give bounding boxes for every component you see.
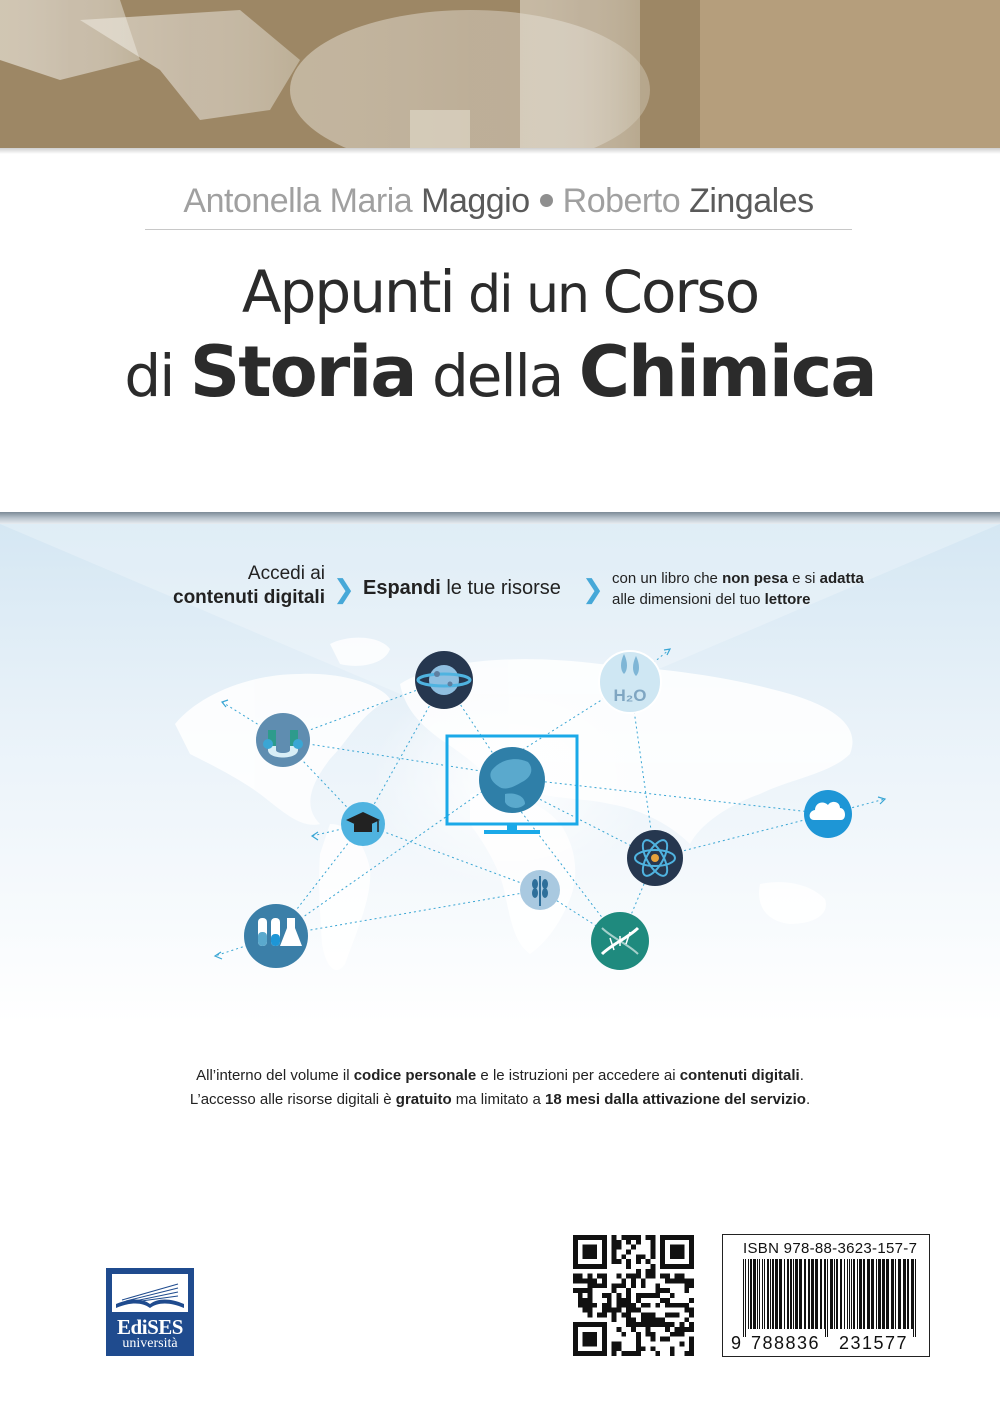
digital-col1 — [110, 562, 325, 610]
book-title-line1 — [0, 258, 1000, 326]
wheat-icon — [520, 870, 560, 910]
magnet-icon — [256, 713, 310, 767]
col2-rest: le tue risorse — [440, 577, 561, 599]
info-text: e le istruzioni per accedere ai — [476, 1067, 680, 1084]
title-word: di un — [453, 265, 603, 325]
title-word: Corso — [602, 258, 759, 326]
publisher-subtitle: università — [122, 1336, 178, 1351]
book-title-line2 — [0, 331, 1000, 413]
divider-band — [0, 512, 1000, 524]
info-bold: gratuito — [395, 1091, 452, 1108]
h2o-label: H₂O — [613, 686, 647, 705]
cloud-icon — [804, 790, 852, 838]
col3-text: con un libro che — [612, 570, 723, 587]
divider — [145, 229, 852, 230]
info-text: . — [799, 1067, 804, 1084]
graduation-cap-icon — [341, 802, 385, 846]
col3-text: e si — [787, 570, 820, 587]
bullet-separator — [540, 194, 553, 207]
barcode — [729, 1259, 923, 1343]
col1-line2: contenuti digitali — [173, 587, 325, 608]
col3-text: alle dimensioni del tuo — [612, 591, 765, 608]
isbn-barcode-box — [722, 1234, 930, 1357]
open-book-icon — [112, 1274, 188, 1312]
title-word: Storia — [189, 331, 416, 413]
digital-col3 — [612, 568, 864, 610]
col3-bold: adatta — [819, 570, 864, 587]
digital-col2 — [363, 577, 561, 600]
col3-bold: non pesa — [722, 570, 788, 587]
isbn-digit-first: 9 — [731, 1333, 742, 1353]
author2-first: Roberto — [562, 182, 681, 220]
col3-bold: lettore — [764, 591, 811, 608]
h2o-icon — [599, 651, 661, 713]
qr-code — [573, 1235, 694, 1356]
info-text: L’accesso alle risorse digitali è — [189, 1091, 396, 1108]
publisher-name: EdiSES — [117, 1315, 183, 1339]
digital-content-section — [0, 524, 1000, 1024]
chevron-right-icon: ❯ — [333, 574, 355, 604]
title-word: Appunti — [241, 258, 454, 326]
info-bold: codice personale — [353, 1067, 477, 1084]
title-word: della — [415, 342, 579, 410]
col1-line1: Accedi ai — [247, 563, 325, 584]
test-tubes-icon — [244, 904, 308, 968]
author2-last: Zingales — [689, 182, 814, 220]
isbn-digit-group1: 788836 — [751, 1333, 821, 1353]
atom-icon — [627, 830, 683, 886]
info-bold: 18 mesi dalla attivazione del servizio — [545, 1091, 806, 1108]
col2-bold: Espandi — [363, 577, 441, 599]
cover-photo — [0, 0, 1000, 148]
access-info — [0, 1064, 1000, 1112]
info-text: All’interno del volume il — [196, 1067, 354, 1084]
isbn-label: ISBN 978-88-3623-157-7 — [743, 1240, 918, 1257]
author1-first: Antonella Maria — [183, 182, 413, 220]
photo-shadow — [0, 148, 1000, 154]
info-text: . — [805, 1091, 811, 1108]
info-bold: contenuti digitali — [679, 1067, 800, 1084]
dna-icon — [591, 912, 649, 970]
publisher-logo — [106, 1268, 194, 1356]
planet-icon — [415, 651, 473, 709]
title-word: Chimica — [578, 331, 876, 413]
chevron-right-icon: ❯ — [582, 574, 604, 604]
author1-last: Maggio — [421, 182, 530, 220]
authors-line — [145, 182, 852, 221]
info-text: ma limitato a — [451, 1091, 545, 1108]
title-word: di — [124, 342, 190, 410]
isbn-digit-group2: 231577 — [839, 1333, 909, 1353]
